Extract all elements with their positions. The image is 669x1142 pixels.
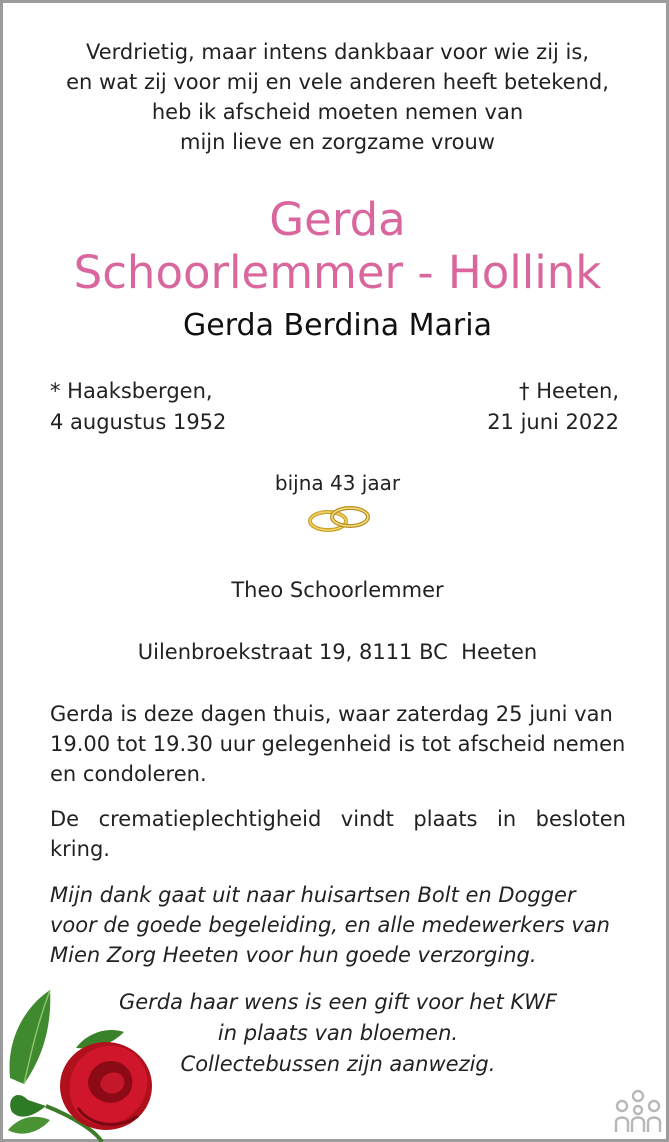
partner-name: Theo Schoorlemmer (231, 578, 444, 602)
paragraph-line: voor de goede begeleiding, en alle medewerkers van (50, 913, 610, 937)
visitation-paragraph (50, 699, 626, 789)
wedding-rings-icon (304, 497, 374, 539)
opening-line: mijn lieve en zorgzame vrouw (180, 130, 495, 154)
deceased-full-name: Gerda Berdina Maria (183, 308, 492, 343)
paragraph-line: Mijn dank gaat uit naar huisartsen Bolt en Dogger (50, 883, 576, 907)
birth-place: * Haaksbergen, (50, 379, 213, 403)
paragraph-line: Gerda is deze dagen thuis, waar zaterdag 25 juni van (50, 702, 613, 726)
death-place: † Heeten, (519, 379, 619, 403)
paragraph-line: Collectebussen zijn aanwezig. (180, 1052, 496, 1076)
birth-info (50, 376, 226, 438)
people-group-icon (612, 1088, 664, 1136)
paragraph-line: in plaats van bloemen. (217, 1021, 459, 1045)
deceased-first-name: Gerda (269, 193, 406, 246)
paragraph-line: en condoleren. (50, 762, 207, 786)
red-rose-icon (6, 988, 166, 1142)
opening-line: en wat zij voor mij en vele anderen heeft betekend, (66, 70, 609, 94)
opening-line: heb ik afscheid moeten nemen van (151, 100, 524, 124)
opening-line: Verdrietig, maar intens dankbaar voor wie zij is, (85, 40, 589, 64)
thanks-paragraph (50, 880, 626, 970)
birth-date: 4 augustus 1952 (50, 410, 227, 434)
paragraph-line: 19.00 tot 19.30 uur gelegenheid is tot afscheid nemen (50, 732, 626, 756)
cremation-paragraph: De crematieplechtigheid vindt plaats in besloten kring. (50, 807, 626, 861)
opening-text (23, 37, 652, 157)
address: Uilenbroekstraat 19, 8111 BC Heeten (137, 640, 538, 664)
paragraph-line: Gerda haar wens is een gift voor het KWF (118, 990, 557, 1014)
deceased-surname: Schoorlemmer - Hollink (73, 246, 602, 299)
death-date: 21 juni 2022 (487, 410, 619, 434)
paragraph-line: Mien Zorg Heeten voor hun goede verzorging. (50, 943, 537, 967)
marriage-years: bijna 43 jaar (274, 471, 401, 495)
death-info (487, 376, 619, 438)
